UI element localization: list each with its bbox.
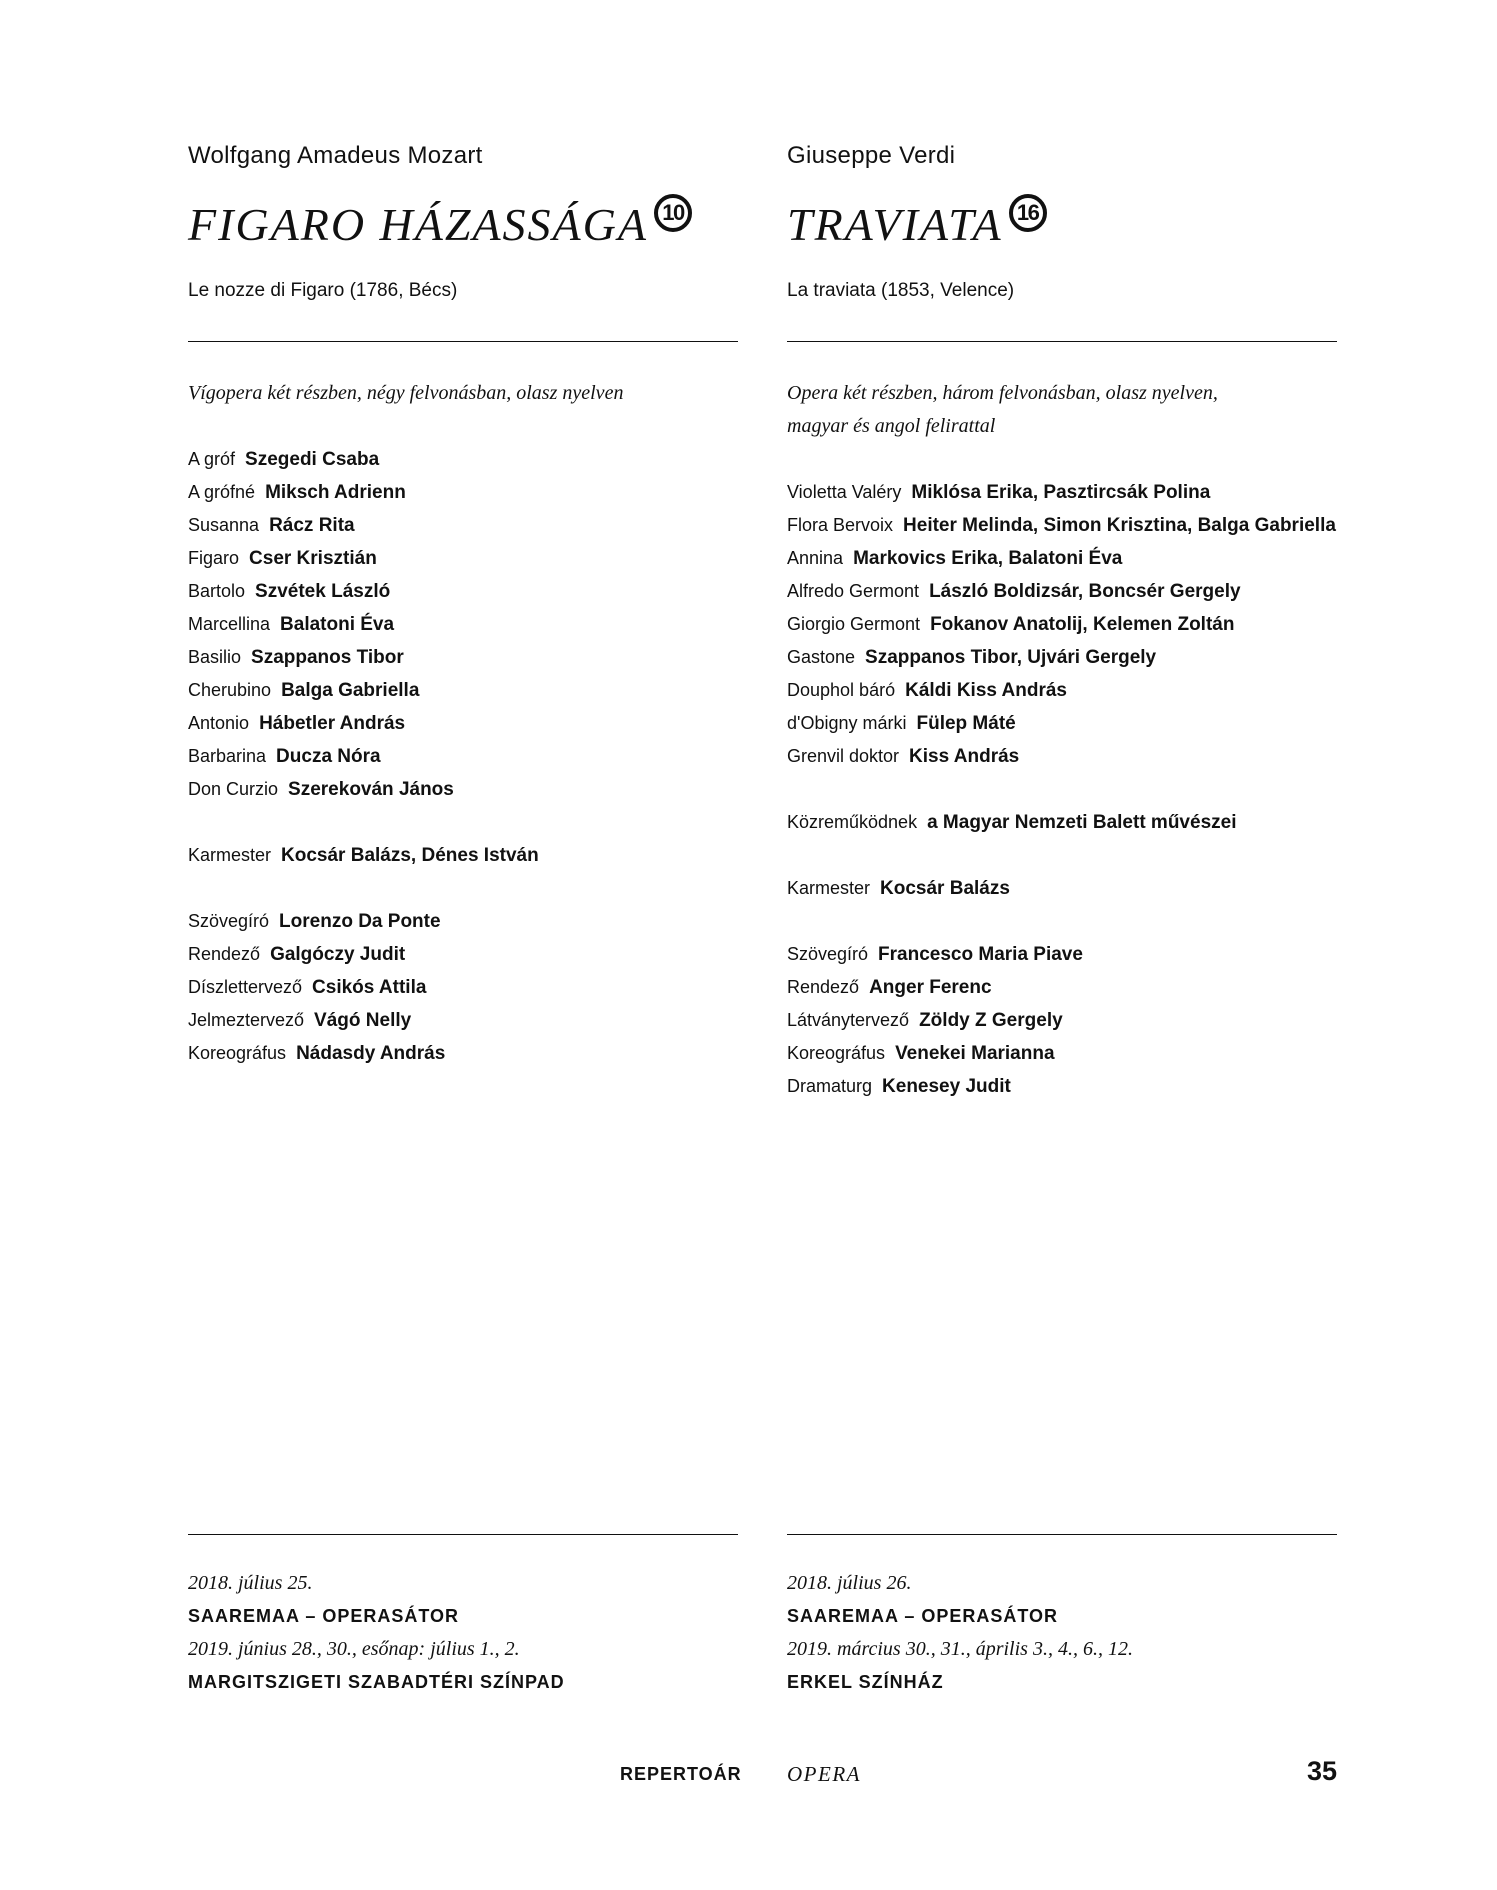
role-label: Flora Bervoix — [787, 515, 894, 535]
role-label: Antonio — [188, 713, 250, 733]
performer-name: Miksch Adrienn — [265, 482, 406, 503]
performance-date: 2019. március 30., 31., április 3., 4., 6., 12. — [787, 1638, 1133, 1660]
opera-figaro — [188, 0, 742, 1890]
creative-line — [787, 1037, 1347, 1070]
creator-name: Lorenzo Da Ponte — [279, 911, 441, 932]
role-label: Barbarina — [188, 746, 267, 766]
genre-description: Vígopera két részben, négy felvonásban, olasz nyelven — [188, 382, 624, 404]
role-label: Karmester — [188, 845, 272, 865]
performance-dates — [188, 1567, 748, 1699]
performer-name: Szappanos Tibor, Ujvári Gergely — [865, 647, 1157, 668]
cast-line — [787, 509, 1347, 542]
creator-name: Vágó Nelly — [314, 1010, 412, 1031]
performer-name: Kocsár Balázs, Dénes István — [281, 845, 539, 866]
role-label: Szövegíró — [787, 944, 869, 964]
performance-dates — [787, 1567, 1347, 1699]
performer-name: Markovics Erika, Balatoni Éva — [853, 548, 1123, 569]
performer-name: Balga Gabriella — [281, 680, 420, 701]
role-label: Szövegíró — [188, 911, 270, 931]
role-label: Grenvil doktor — [787, 746, 900, 766]
age-rating-badge: 10 — [654, 194, 692, 232]
performer-name: Szvétek László — [255, 581, 391, 602]
title-block — [787, 198, 1047, 278]
role-label: Gastone — [787, 647, 856, 667]
genre-description — [787, 377, 1337, 443]
cast-line — [787, 740, 1347, 773]
creative-line — [188, 971, 748, 1004]
divider — [188, 341, 738, 342]
credits — [787, 476, 1347, 1103]
cast-line — [188, 443, 748, 476]
performance-venue: SAAREMAA – OPERASÁTOR — [188, 1606, 460, 1626]
divider — [787, 341, 1337, 342]
role-label: Douphol báró — [787, 680, 896, 700]
performer-name: Szappanos Tibor — [251, 647, 404, 668]
participants-line — [787, 806, 1347, 839]
conductor-line — [188, 839, 748, 872]
cast-line — [787, 641, 1347, 674]
role-label: Dramaturg — [787, 1076, 873, 1096]
page-number: 35 — [1306, 1756, 1337, 1786]
performer-name: Cser Krisztián — [249, 548, 377, 569]
role-label: Bartolo — [188, 581, 246, 601]
role-label: A gróf — [188, 449, 236, 469]
title-block — [188, 198, 692, 278]
creative-line — [787, 938, 1347, 971]
divider — [188, 1534, 738, 1535]
role-label: Marcellina — [188, 614, 271, 634]
performance-venue: SAAREMAA – OPERASÁTOR — [787, 1606, 1059, 1626]
role-label: Koreográfus — [787, 1043, 886, 1063]
role-label: Rendező — [188, 944, 261, 964]
performance-venue: MARGITSZIGETI SZABADTÉRI SZÍNPAD — [188, 1672, 565, 1692]
divider — [787, 1534, 1337, 1535]
cast-line — [188, 575, 748, 608]
cast-line — [188, 641, 748, 674]
creative-line — [787, 1004, 1347, 1037]
role-label: Don Curzio — [188, 779, 279, 799]
footer-category-label: OPERA — [787, 1762, 861, 1786]
cast-line — [787, 575, 1347, 608]
opera-title: FIGARO HÁZASSÁGA — [188, 199, 648, 250]
cast-line — [188, 740, 748, 773]
role-label: Látványtervező — [787, 1010, 910, 1030]
role-label: Rendező — [787, 977, 860, 997]
role-label: A grófné — [188, 482, 256, 502]
role-label: Jelmeztervező — [188, 1010, 305, 1030]
composer: Wolfgang Amadeus Mozart — [188, 142, 483, 169]
creator-name: Csikós Attila — [312, 977, 427, 998]
genre-line: Opera két részben, három felvonásban, olasz nyelven, — [787, 382, 1218, 404]
creator-name: Venekei Marianna — [895, 1043, 1055, 1064]
cast-line — [188, 542, 748, 575]
performer-name: Kocsár Balázs — [880, 878, 1010, 899]
creative-line — [188, 938, 748, 971]
cast-line — [188, 608, 748, 641]
performer-name: Miklósa Erika, Pasztircsák Polina — [911, 482, 1211, 503]
performer-name: Káldi Kiss András — [905, 680, 1067, 701]
role-label: Alfredo Germont — [787, 581, 920, 601]
spacer — [787, 773, 1347, 806]
cast-line — [188, 476, 748, 509]
cast-line — [787, 608, 1347, 641]
performance-date: 2019. június 28., 30., esőnap: július 1., 2. — [188, 1638, 520, 1660]
original-title: Le nozze di Figaro (1786, Bécs) — [188, 280, 458, 301]
age-rating-badge: 16 — [1009, 194, 1047, 232]
creative-line — [787, 971, 1347, 1004]
opera-traviata — [787, 0, 1337, 1890]
role-label: Basilio — [188, 647, 242, 667]
cast-line — [188, 707, 748, 740]
composer: Giuseppe Verdi — [787, 142, 956, 169]
role-label: Cherubino — [188, 680, 272, 700]
role-label: Figaro — [188, 548, 240, 568]
performer-name: Ducza Nóra — [276, 746, 381, 767]
creator-name: Anger Ferenc — [869, 977, 992, 998]
performer-name: a Magyar Nemzeti Balett művészei — [927, 812, 1237, 833]
performer-name: László Boldizsár, Boncsér Gergely — [929, 581, 1241, 602]
performance-date: 2018. július 25. — [188, 1572, 313, 1594]
role-label: d'Obigny márki — [787, 713, 907, 733]
cast-line — [787, 542, 1347, 575]
creative-line — [188, 1037, 748, 1070]
role-label: Violetta Valéry — [787, 482, 902, 502]
cast-line — [188, 509, 748, 542]
spacer — [787, 839, 1347, 872]
role-label: Díszlettervező — [188, 977, 303, 997]
performer-name: Balatoni Éva — [280, 614, 395, 635]
role-label: Karmester — [787, 878, 871, 898]
performer-name: Kiss András — [909, 746, 1020, 767]
performer-name: Fokanov Anatolij, Kelemen Zoltán — [930, 614, 1235, 635]
performer-name: Heiter Melinda, Simon Krisztina, Balga Gabriella — [903, 515, 1336, 536]
cast-line — [787, 674, 1347, 707]
performer-name: Fülep Máté — [916, 713, 1016, 734]
creative-line — [188, 1004, 748, 1037]
role-label: Susanna — [188, 515, 260, 535]
cast-line — [787, 476, 1347, 509]
original-title: La traviata (1853, Velence) — [787, 280, 1015, 301]
footer-section-label: REPERTOÁR — [620, 1764, 742, 1784]
cast-line — [787, 707, 1347, 740]
genre-line: magyar és angol felirattal — [787, 415, 996, 437]
spacer — [787, 905, 1347, 938]
creative-line — [787, 1070, 1347, 1103]
creator-name: Zöldy Z Gergely — [919, 1010, 1063, 1031]
role-label: Giorgio Germont — [787, 614, 921, 634]
role-label: Annina — [787, 548, 844, 568]
creator-name: Nádasdy András — [296, 1043, 446, 1064]
performer-name: Rácz Rita — [269, 515, 355, 536]
role-label: Közreműködnek — [787, 812, 918, 832]
cast-line — [188, 674, 748, 707]
opera-title: TRAVIATA — [787, 199, 1003, 250]
performance-venue: ERKEL SZÍNHÁZ — [787, 1672, 944, 1692]
conductor-line — [787, 872, 1347, 905]
spacer — [188, 806, 748, 839]
role-label: Koreográfus — [188, 1043, 287, 1063]
credits — [188, 443, 748, 1070]
spacer — [188, 872, 748, 905]
cast-line — [188, 773, 748, 806]
creator-name: Kenesey Judit — [882, 1076, 1011, 1097]
creative-line — [188, 905, 748, 938]
performance-date: 2018. július 26. — [787, 1572, 912, 1594]
creator-name: Galgóczy Judit — [270, 944, 406, 965]
creator-name: Francesco Maria Piave — [878, 944, 1083, 965]
performer-name: Szegedi Csaba — [245, 449, 380, 470]
performer-name: Szerekován János — [288, 779, 454, 800]
performer-name: Hábetler András — [259, 713, 406, 734]
